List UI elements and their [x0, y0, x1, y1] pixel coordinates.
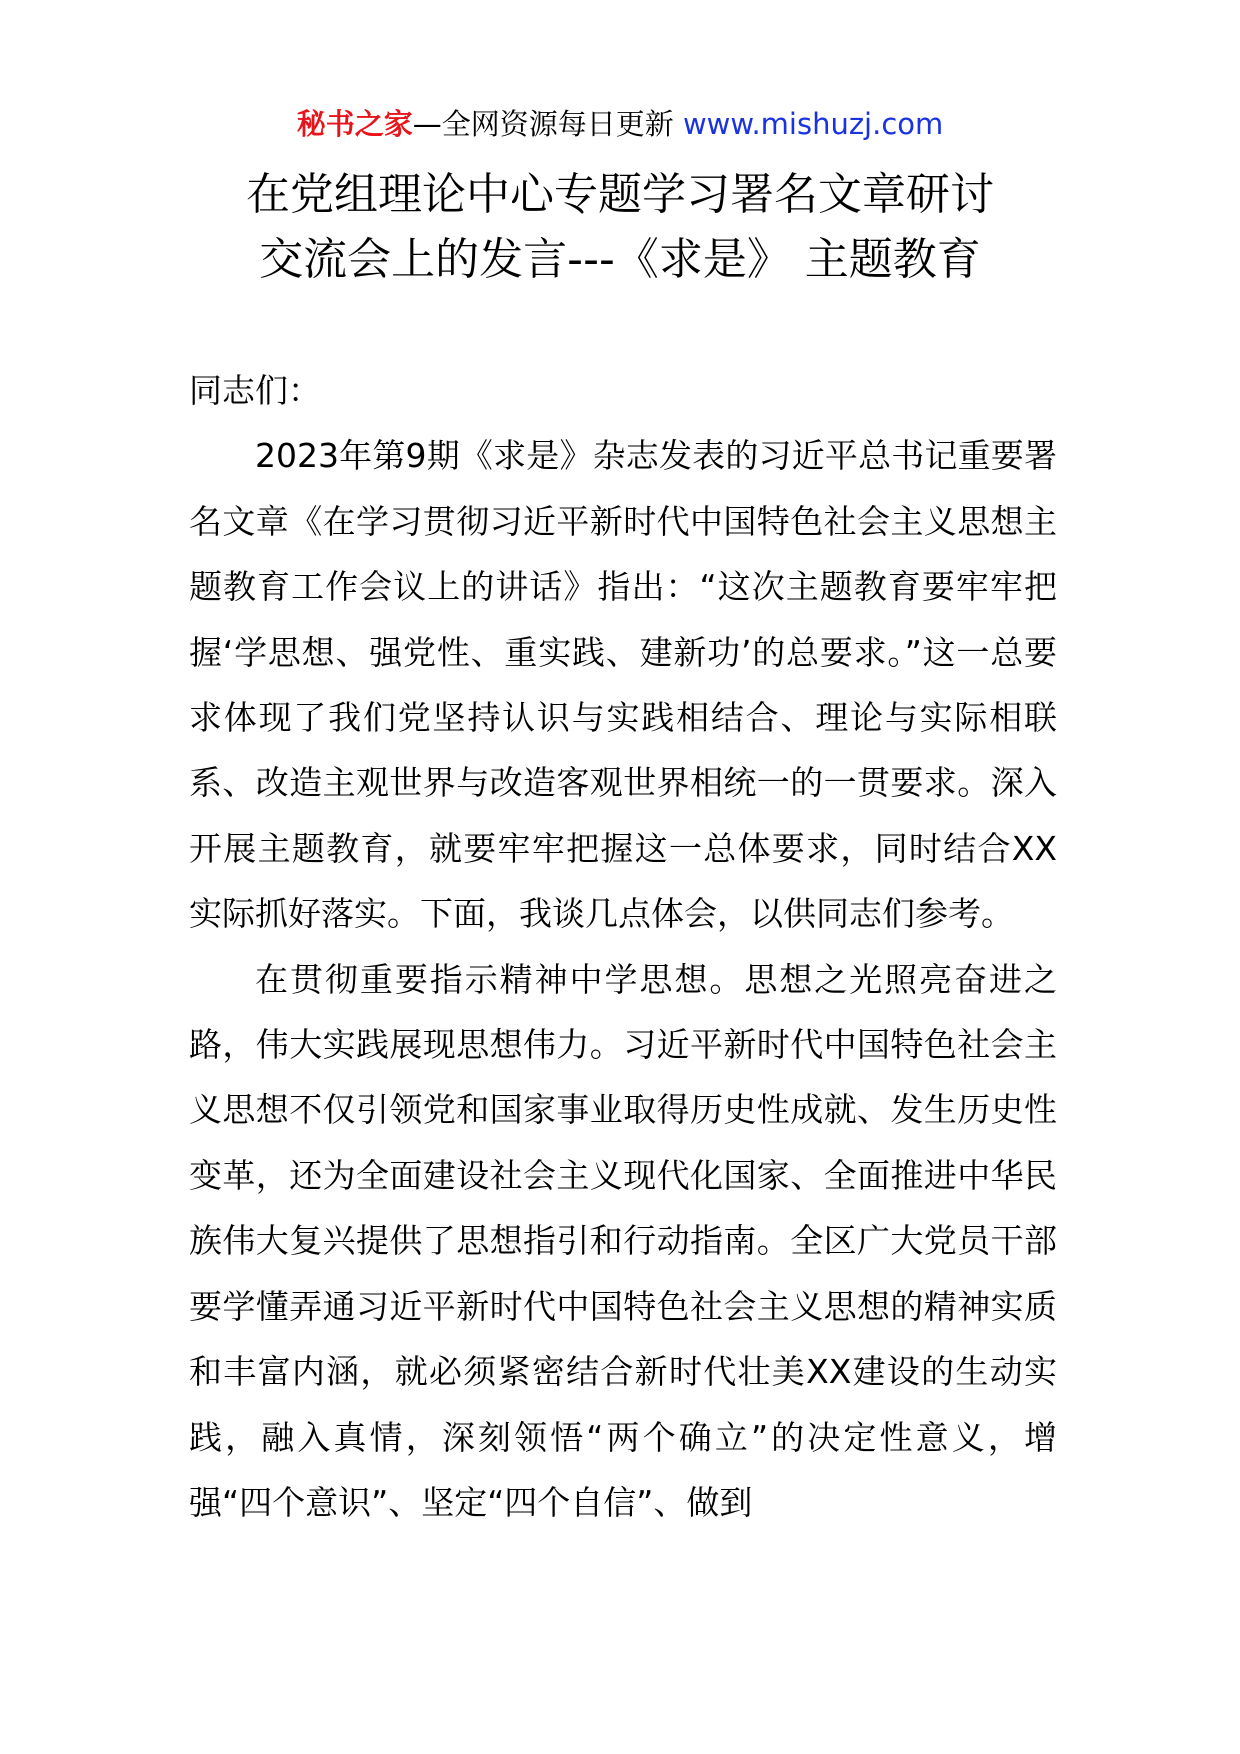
brand-name: 秘书之家 [296, 107, 413, 141]
website-link[interactable]: www.mishuzj.com [682, 107, 944, 141]
title-line-1: 在党组理论中心专题学习署名文章研讨 [246, 169, 994, 220]
paragraph-1: 2023年第9期《求是》杂志发表的习近平总书记重要署名文章《在学习贯彻习近平新时代中国特色社会主义思想主题教育工作会议上的讲话》指出：“这次主题教育要牢牢把握‘学思想、强党性、重实践、建新功’的总要求。”这一总要求体现了我们党坚持认识与实践相结合、理论与实际相联系、改造主观世界与改造客观世界相统一的一贯要求。深入开展主题教育，就要牢牢把握这一总体要求，同时结合XX实际抓好落实。下面，我谈几点体会，以供同志们参考。 [189, 436, 1057, 934]
header-slogan: —全网资源每日更新 [412, 107, 674, 141]
document-body [189, 358, 1057, 1535]
page-header [0, 104, 1240, 144]
title-line-2: 交流会上的发言---《求是》 主题教育 [259, 234, 981, 285]
document-title [0, 162, 1240, 292]
paragraph-2: 在贯彻重要指示精神中学思想。思想之光照亮奋进之路，伟大实践展现思想伟力。习近平新时代中国特色社会主义思想不仅引领党和国家事业取得历史性成就、发生历史性变革，还为全面建设社会主义现代化国家、全面推进中华民族伟大复兴提供了思想指引和行动指南。全区广大党员干部要学懂弄通习近平新时代中国特色社会主义思想的精神实质和丰富内涵，就必须紧密结合新时代壮美XX建设的生动实践，融入真情，深刻领悟“两个确立”的决定性意义，增强“四个意识”、坚定“四个自信”、做到 [189, 959, 1057, 1522]
salutation: 同志们： [189, 371, 321, 410]
